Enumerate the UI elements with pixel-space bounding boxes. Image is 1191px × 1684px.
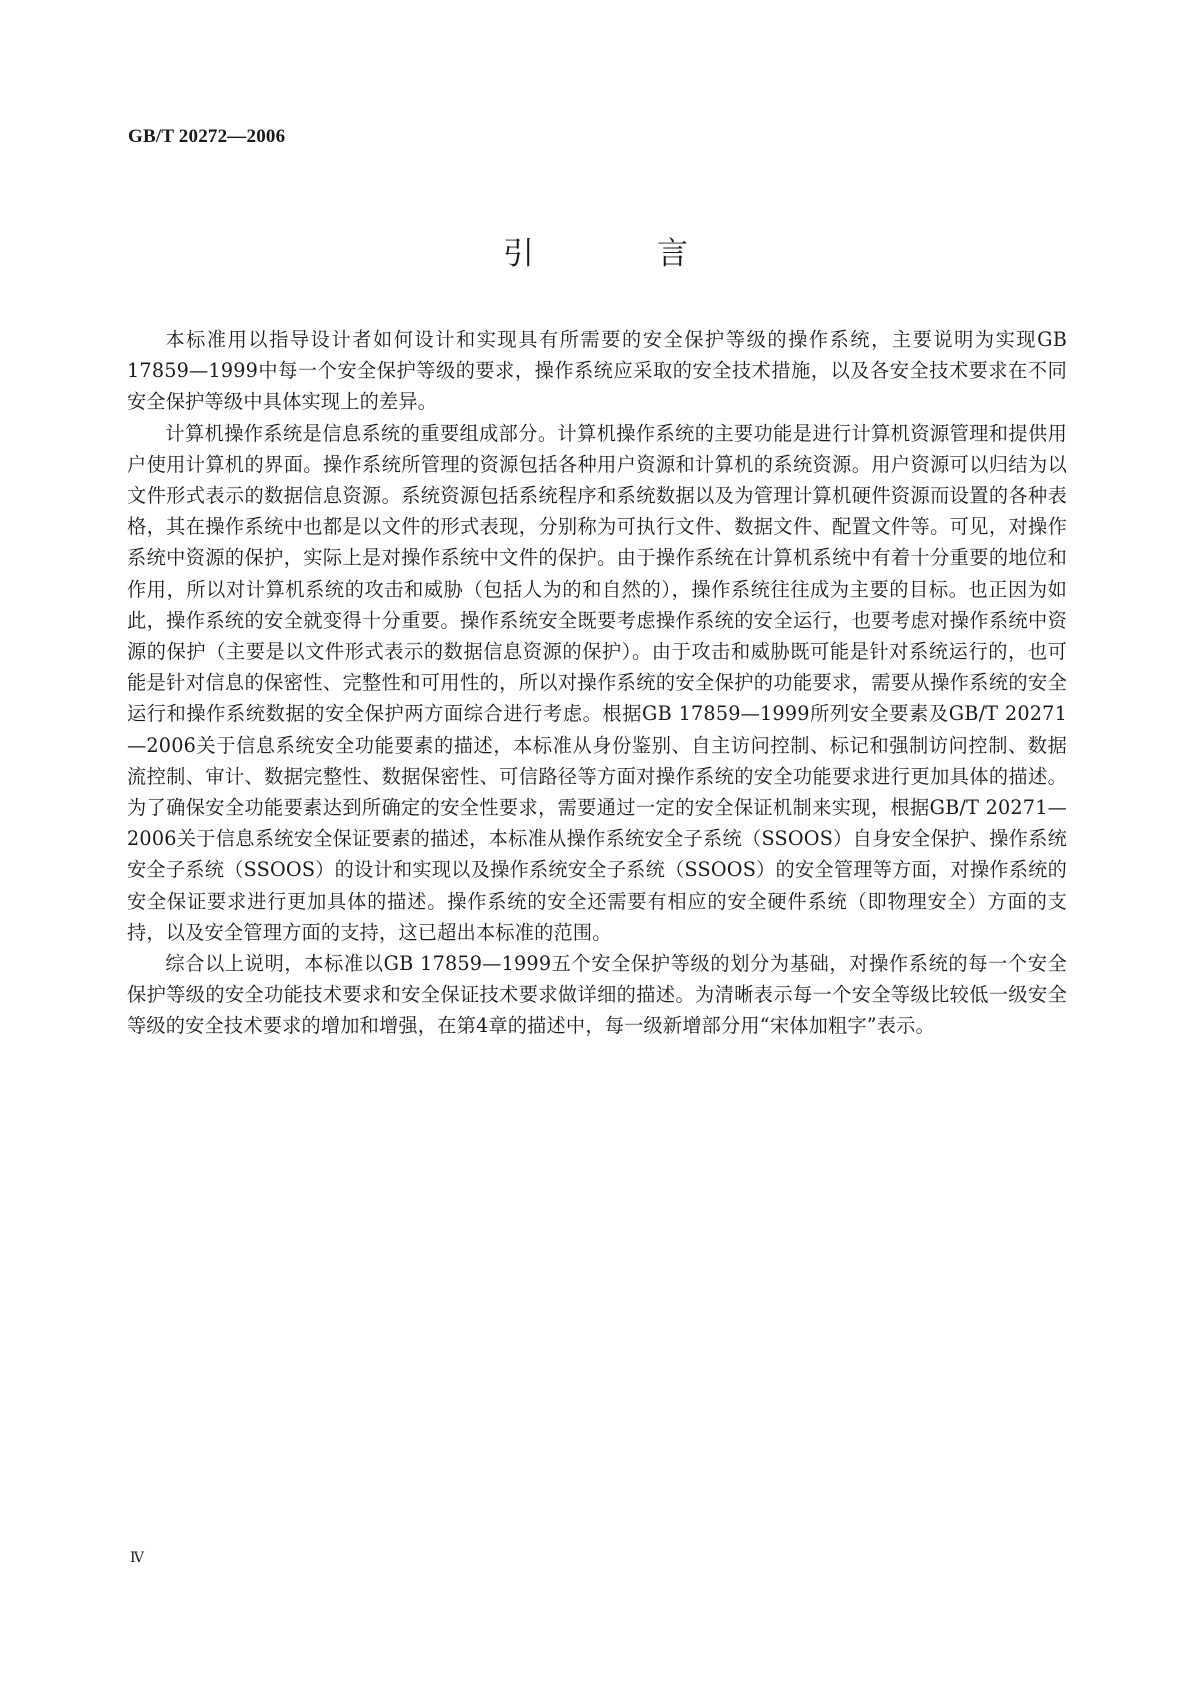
paragraph-summary: 综合以上说明，本标准以GB 17859—1999五个安全保护等级的划分为基础，对操作系统的每一个安全保护等级的安全功能技术要求和安全保证技术要求做详细的描述。为清晰表示每一个安全等级比较低一级安全等级的安全技术要求的增加和增强，在第4章的描述中，每一级新增部分用“宋体加粗字”表示。: [127, 952, 1067, 1038]
page-title: 引 言: [503, 236, 734, 272]
paragraph-purpose: 本标准用以指导设计者如何设计和实现具有所需要的安全保护等级的操作系统，主要说明为实现GB 17859—1999中每一个安全保护等级的要求，操作系统应采取的安全技术措施，以及各安全技术要求在不同安全保护等级中具体实现上的差异。: [127, 328, 1067, 414]
standard-code-header: GB/T 20272—2006: [128, 126, 286, 147]
page-number: Ⅳ: [130, 1551, 144, 1566]
introduction-body: [127, 324, 1067, 1042]
paragraph-os-security: 计算机操作系统是信息系统的重要组成部分。计算机操作系统的主要功能是进行计算机资源管理和提供用户使用计算机的界面。操作系统所管理的资源包括各种用户资源和计算机的系统资源。用户资源可以归结为以文件形式表示的数据信息资源。系统资源包括系统程序和系统数据以及为管理计算机硬件资源而设置的各种表格，其在操作系统中也都是以文件的形式表现，分别称为可执行文件、数据文件、配置文件等。可见，对操作系统中资源的保护，实际上是对操作系统中文件的保护。由于操作系统在计算机系统中有着十分重要的地位和作用，所以对计算机系统的攻击和威胁（包括人为的和自然的），操作系统往往成为主要的目标。也正因为如此，操作系统的安全就变得十分重要。操作系统安全既要考虑操作系统的安全运行，也要考虑对操作系统中资源的保护（主要是以文件形式表示的数据信息资源的保护）。由于攻击和威胁既可能是针对系统运行的，也可能是针对信息的保密性、完整性和可用性的，所以对操作系统的安全保护的功能要求，需要从操作系统的安全运行和操作系统数据的安全保护两方面综合进行考虑。根据GB 17859—1999所列安全要素及GB/T 20271—2006关于信息系统安全功能要素的描述，本标准从身份鉴别、自主访问控制、标记和强制访问控制、数据流控制、审计、数据完整性、数据保密性、可信路径等方面对操作系统的安全功能要求进行更加具体的描述。为了确保安全功能要素达到所确定的安全性要求，需要通过一定的安全保证机制来实现，根据GB/T 20271—2006关于信息系统安全保证要素的描述，本标准从操作系统安全子系统（SSOOS）自身安全保护、操作系统安全子系统（SSOOS）的设计和实现以及操作系统安全子系统（SSOOS）的安全管理等方面，对操作系统的安全保证要求进行更加具体的描述。操作系统的安全还需要有相应的安全硬件系统（即物理安全）方面的支持，以及安全管理方面的支持，这已超出本标准的范围。: [127, 421, 1067, 944]
